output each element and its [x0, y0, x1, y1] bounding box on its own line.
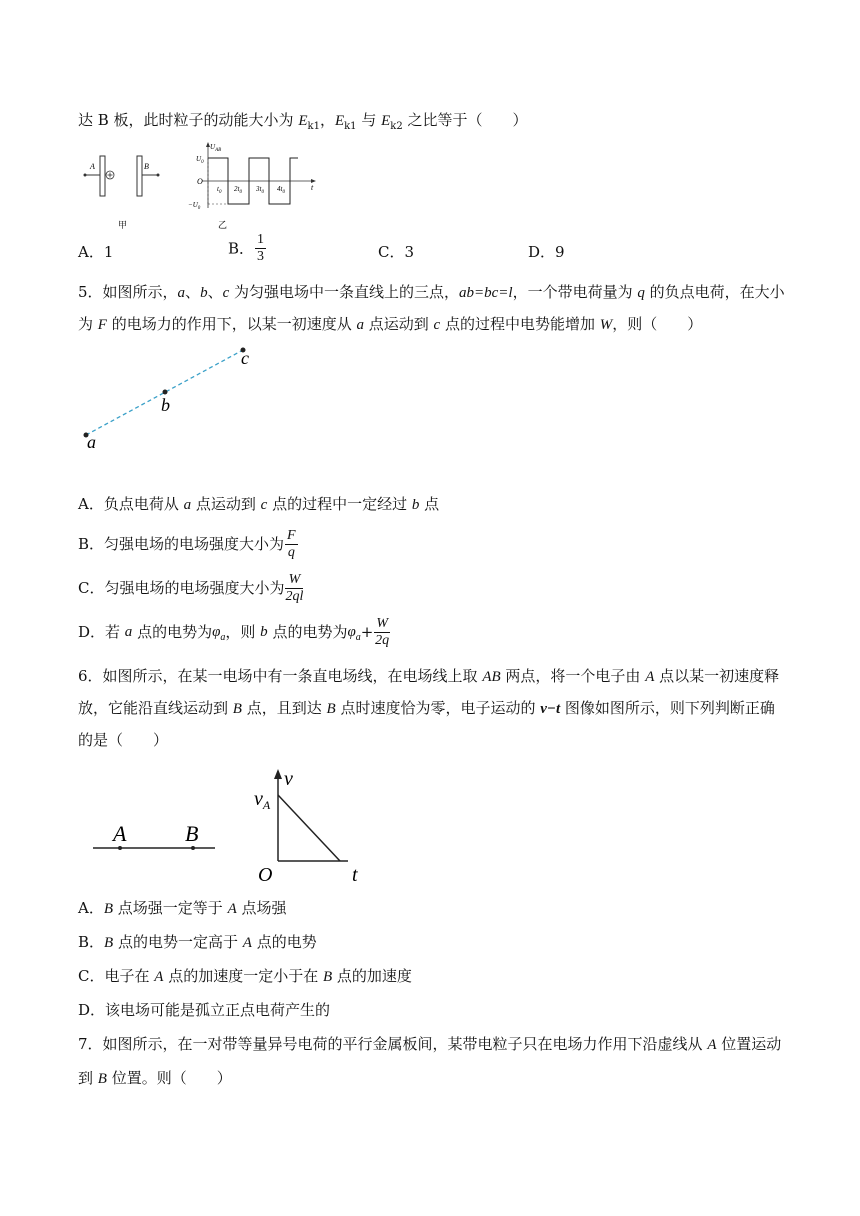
text-fragment: 的电场力的作用下，以某一初速度从: [106, 315, 357, 333]
label-b: b: [161, 395, 170, 415]
text-fragment: 7．如图所示，在一对带等量异号电荷的平行金属板间，某带电粒子只在电场力作用下沿虚线从: [78, 1035, 708, 1053]
t-label: t: [352, 864, 358, 885]
text-fragment: U: [210, 143, 216, 151]
t3-label: [255, 185, 264, 195]
text-fragment: 位置运动: [716, 1035, 782, 1053]
vt-line: [278, 795, 340, 861]
text-fragment: 之比等于（ ）: [402, 111, 528, 129]
terminal-left: [84, 174, 87, 177]
text-fragment: 6．如图所示，在某一电场中有一条直电场线，在电场线上取: [78, 667, 483, 685]
text-fragment: A．: [78, 243, 104, 261]
t-axis-label: t: [311, 183, 314, 192]
text-fragment: 点以某一初速度释: [654, 667, 780, 685]
text-fragment: v−t: [540, 701, 561, 717]
text-fragment: B．: [78, 933, 105, 951]
text-fragment: 2ql: [285, 588, 304, 604]
text-fragment: A: [707, 1037, 717, 1053]
terminal-right: [157, 174, 160, 177]
text-fragment: k1: [344, 121, 357, 132]
fraction: [285, 528, 298, 561]
q6-option-b[interactable]: [78, 932, 317, 953]
text-fragment: 点的过程中电势能增加: [440, 315, 600, 333]
text-fragment: W: [285, 572, 303, 589]
text-fragment: a: [220, 632, 226, 643]
q5-option-a[interactable]: [78, 494, 439, 515]
v-label: v: [284, 768, 293, 790]
label-b: B: [144, 162, 149, 171]
text-fragment: 图像如图所示，则下列判断正确: [560, 699, 775, 717]
text-fragment: 点时速度恰为零，电子运动的: [335, 699, 541, 717]
plate-a: [100, 156, 105, 196]
q5-option-c[interactable]: [78, 568, 304, 607]
point-A: [118, 846, 122, 850]
text-fragment: q: [637, 285, 645, 301]
text-fragment: 达 B 板，此时粒子的动能大小为: [78, 111, 299, 129]
y-axis-label: [210, 143, 221, 153]
q5-text-line-2: [78, 314, 702, 335]
text-fragment: D．若: [78, 623, 125, 641]
text-fragment: v: [254, 788, 263, 810]
text-fragment: t: [217, 185, 219, 193]
text-fragment: a: [177, 285, 186, 301]
text-fragment: B: [322, 969, 333, 985]
q4-text-line: [78, 110, 527, 137]
q4-option-d[interactable]: [528, 242, 565, 262]
label-A: A: [113, 821, 127, 846]
text-fragment: b: [200, 285, 208, 301]
label-c: c: [241, 348, 249, 368]
q4-figure-jia: [80, 150, 170, 235]
q5-option-b[interactable]: [78, 524, 299, 563]
t4-label: [277, 185, 285, 195]
text-fragment: 点场强: [236, 899, 287, 917]
text-fragment: A: [242, 935, 252, 951]
text-fragment: ab=bc=l: [459, 285, 513, 301]
text-fragment: 点: [419, 495, 440, 513]
fraction: [255, 232, 266, 265]
text-fragment: AB: [215, 148, 222, 153]
text-fragment: 0: [201, 160, 204, 165]
text-fragment: A: [227, 901, 237, 917]
text-fragment: 点的加速度一定小于在: [163, 967, 323, 985]
text-fragment: 该电场可能是孤立正点电荷产生的: [105, 1001, 331, 1019]
point-B: [191, 846, 195, 850]
q6-text-line-1: [78, 666, 779, 687]
text-fragment: 3: [257, 249, 265, 264]
caption-jia: 甲: [118, 220, 128, 230]
text-fragment: B．匀强电场的电场强度大小为: [78, 535, 285, 553]
text-fragment: 0: [218, 190, 222, 195]
text-fragment: E: [334, 113, 345, 129]
text-fragment: 3t: [256, 185, 262, 193]
text-fragment: b: [411, 497, 420, 513]
text-fragment: 电子在: [104, 967, 155, 985]
text-fragment: 位置。则（ ）: [106, 1069, 232, 1087]
text-fragment: 的负点电荷，在大小: [644, 283, 785, 301]
u0-label: [196, 155, 204, 165]
t0-label: [217, 185, 222, 195]
text-fragment: a: [356, 317, 364, 333]
text-fragment: 3: [404, 243, 415, 261]
text-fragment: φ: [212, 624, 221, 640]
text-fragment: b: [260, 624, 268, 640]
text-fragment: 放，它能沿直线运动到: [78, 699, 233, 717]
text-fragment: 0: [282, 190, 285, 195]
q6-option-d[interactable]: [78, 1000, 330, 1020]
vA-label: [254, 788, 271, 812]
text-fragment: ，: [319, 111, 335, 129]
label-a: a: [87, 432, 96, 452]
caption-yi: 乙: [218, 220, 228, 230]
text-fragment: q: [287, 544, 295, 560]
text-fragment: 点运动到: [191, 495, 261, 513]
text-fragment: D．: [78, 1001, 106, 1019]
q6-option-a[interactable]: [78, 898, 287, 919]
text-fragment: 为匀强电场中一条直线上的三点，: [229, 283, 460, 301]
text-fragment: 点的电势: [251, 933, 317, 951]
q4-option-b[interactable]: [228, 232, 267, 265]
text-fragment: E: [381, 113, 391, 129]
text-fragment: 的是（ ）: [78, 731, 169, 749]
text-fragment: 1: [257, 232, 265, 247]
point-b: [163, 390, 168, 395]
t2-label: [234, 185, 242, 195]
text-fragment: 点的过程中一定经过: [267, 495, 412, 513]
q6-field-line-figure: [90, 765, 225, 865]
text-fragment: B: [104, 935, 114, 951]
text-fragment: c: [260, 497, 268, 513]
text-fragment: D．: [528, 243, 556, 261]
q7-text-line-2: [78, 1068, 232, 1089]
q4-option-c[interactable]: [378, 242, 414, 262]
fraction: [374, 616, 390, 649]
text-fragment: A: [645, 669, 655, 685]
text-fragment: B．: [228, 239, 255, 258]
text-fragment: 2q: [375, 632, 390, 648]
text-fragment: 点的电势为: [267, 623, 348, 641]
text-fragment: ，则（ ）: [612, 315, 703, 333]
q4-option-a[interactable]: [78, 242, 113, 262]
text-fragment: 点场强一定等于: [113, 899, 228, 917]
q6-option-c[interactable]: [78, 966, 412, 987]
text-fragment: A: [154, 969, 164, 985]
text-fragment: 点的电势为: [132, 623, 213, 641]
text-fragment: 点的电势一定高于: [113, 933, 243, 951]
text-fragment: 点的加速度: [332, 967, 412, 985]
text-fragment: 2t: [234, 185, 240, 193]
text-fragment: ，一个带电荷量为: [512, 283, 638, 301]
text-fragment: c: [222, 285, 230, 301]
text-fragment: A: [262, 798, 271, 812]
plate-b: [137, 156, 142, 196]
text-fragment: C．: [78, 967, 105, 985]
text-fragment: B: [103, 901, 114, 917]
q6-vt-graph: [248, 765, 373, 885]
text-fragment: 、: [207, 283, 223, 301]
v-axis-arrow: [274, 769, 282, 779]
text-fragment: k1: [307, 121, 320, 132]
text-fragment: 点，且到达: [241, 699, 327, 717]
text-fragment: A．负点电荷从: [78, 495, 184, 513]
text-fragment: 9: [555, 243, 565, 261]
text-fragment: 、: [185, 283, 201, 301]
fraction: [285, 572, 303, 605]
text-fragment: 0: [261, 190, 264, 195]
text-fragment: a: [183, 497, 192, 513]
text-fragment: +: [360, 623, 374, 641]
q5-figure: [75, 340, 265, 452]
text-fragment: φ: [347, 624, 356, 640]
text-fragment: B: [326, 701, 336, 717]
q5-option-d[interactable]: [78, 612, 391, 657]
origin-label: O: [197, 177, 203, 186]
text-fragment: E: [298, 113, 308, 129]
neg-u0-label: [188, 201, 201, 211]
text-fragment: F: [97, 317, 107, 333]
label-a: A: [90, 162, 95, 171]
text-fragment: 两点，将一个电子由: [500, 667, 646, 685]
text-fragment: 0: [239, 190, 242, 195]
label-B: B: [185, 821, 199, 846]
text-fragment: a: [124, 624, 133, 640]
text-fragment: W: [599, 317, 613, 333]
text-fragment: a: [355, 632, 361, 643]
q4-figure-yi: [188, 140, 323, 235]
text-fragment: −U: [188, 201, 198, 209]
text-fragment: C．: [378, 243, 405, 261]
text-fragment: ，则: [225, 623, 261, 641]
text-fragment: c: [433, 317, 441, 333]
text-fragment: 4t: [277, 185, 283, 193]
q5-text-line-1: [78, 282, 785, 303]
text-fragment: B: [232, 701, 242, 717]
q6-text-line-3: [78, 730, 168, 750]
text-fragment: F: [287, 527, 296, 543]
text-fragment: 1: [103, 243, 114, 261]
text-fragment: U: [196, 155, 202, 163]
q6-text-line-2: [78, 698, 775, 719]
text-fragment: 0: [197, 206, 201, 211]
origin-label: O: [258, 864, 273, 885]
text-fragment: B: [97, 1071, 107, 1087]
text-fragment: A．: [78, 899, 104, 917]
q7-text-line-1: [78, 1034, 781, 1055]
text-fragment: 到: [78, 1069, 98, 1087]
text-fragment: 5．如图所示，: [78, 283, 178, 301]
text-fragment: 点运动到: [364, 315, 434, 333]
text-fragment: 与: [356, 111, 382, 129]
text-fragment: k2: [390, 121, 403, 132]
text-fragment: AB: [482, 669, 501, 685]
text-fragment: C．匀强电场的电场强度大小为: [78, 579, 285, 597]
text-fragment: W: [376, 615, 389, 631]
text-fragment: 为: [78, 315, 98, 333]
